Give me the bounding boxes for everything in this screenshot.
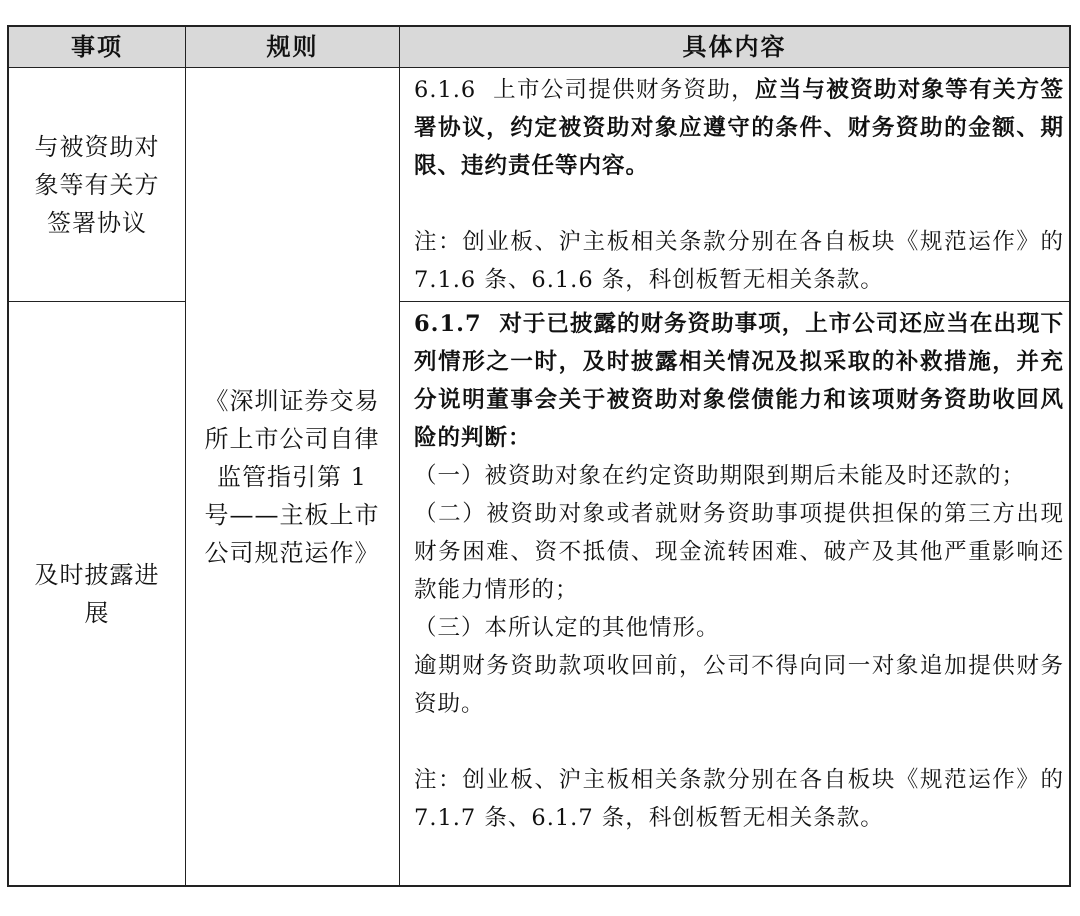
col-divider-2: [399, 27, 400, 885]
item-cell-1: [25, 68, 169, 301]
rules-table: [7, 25, 1071, 887]
clause-bold-text: 对于已披露的财务资助事项，上市公司还应当在出现下列情形之一时，及时披露相关情况及拟采取的补救措施，并充分说明董事会关于被资助对象偿债能力和该项财务资助收回风险的判断：: [414, 311, 1064, 451]
clause-number: 6.1.6: [414, 77, 477, 103]
clause-note: 注：创业板、沪主板相关条款分别在各自板块《规范运作》的 7.1.7 条、6.1.7 条，科创板暂无相关条款。: [414, 767, 1064, 831]
clause-note: 注：创业板、沪主板相关条款分别在各自板块《规范运作》的 7.1.6 条、6.1.6 条，科创板暂无相关条款。: [414, 229, 1064, 293]
row-divider-right: [399, 301, 1069, 302]
rule-text: 《深圳证券交易所上市公司自律监管指引第 1 号——主板上市公司规范运作》: [204, 386, 380, 567]
rule-cell: [201, 68, 383, 885]
content-cell-1: [414, 71, 1064, 299]
content-cell-2: [414, 305, 1064, 837]
clause-number: 6.1.7: [414, 311, 482, 337]
list-item: （一）被资助对象在约定资助期限到期后未能及时还款的；: [414, 463, 1026, 489]
header-item: 事项: [71, 32, 123, 61]
clause-bold-text: 应当与被资助对象等有关方签署协议，约定被资助对象应遵守的条件、财务资助的金额、期限、违约责任等内容。: [414, 77, 1064, 179]
item-text-1: 与被资助对象等有关方签署协议: [34, 132, 160, 237]
item-cell-2: [25, 302, 169, 885]
header-rule: 规则: [266, 32, 319, 61]
clause-plain-text: 上市公司提供财务资助，: [493, 77, 755, 103]
clause-6-1-7: [414, 305, 1064, 457]
header-content: 具体内容: [682, 32, 787, 61]
list-item: （二）被资助对象或者就财务资助事项提供担保的第三方出现财务困难、资不抵债、现金流转困难、破产及其他严重影响还款能力情形的；: [414, 501, 1064, 603]
clause-tail: 逾期财务资助款项收回前，公司不得向同一对象追加提供财务资助。: [414, 653, 1064, 717]
list-item: （三）本所认定的其他情形。: [414, 615, 720, 641]
item-text-2: 及时披露进展: [34, 560, 160, 627]
col-divider-1: [185, 27, 186, 885]
clause-6-1-6: [414, 71, 1064, 185]
